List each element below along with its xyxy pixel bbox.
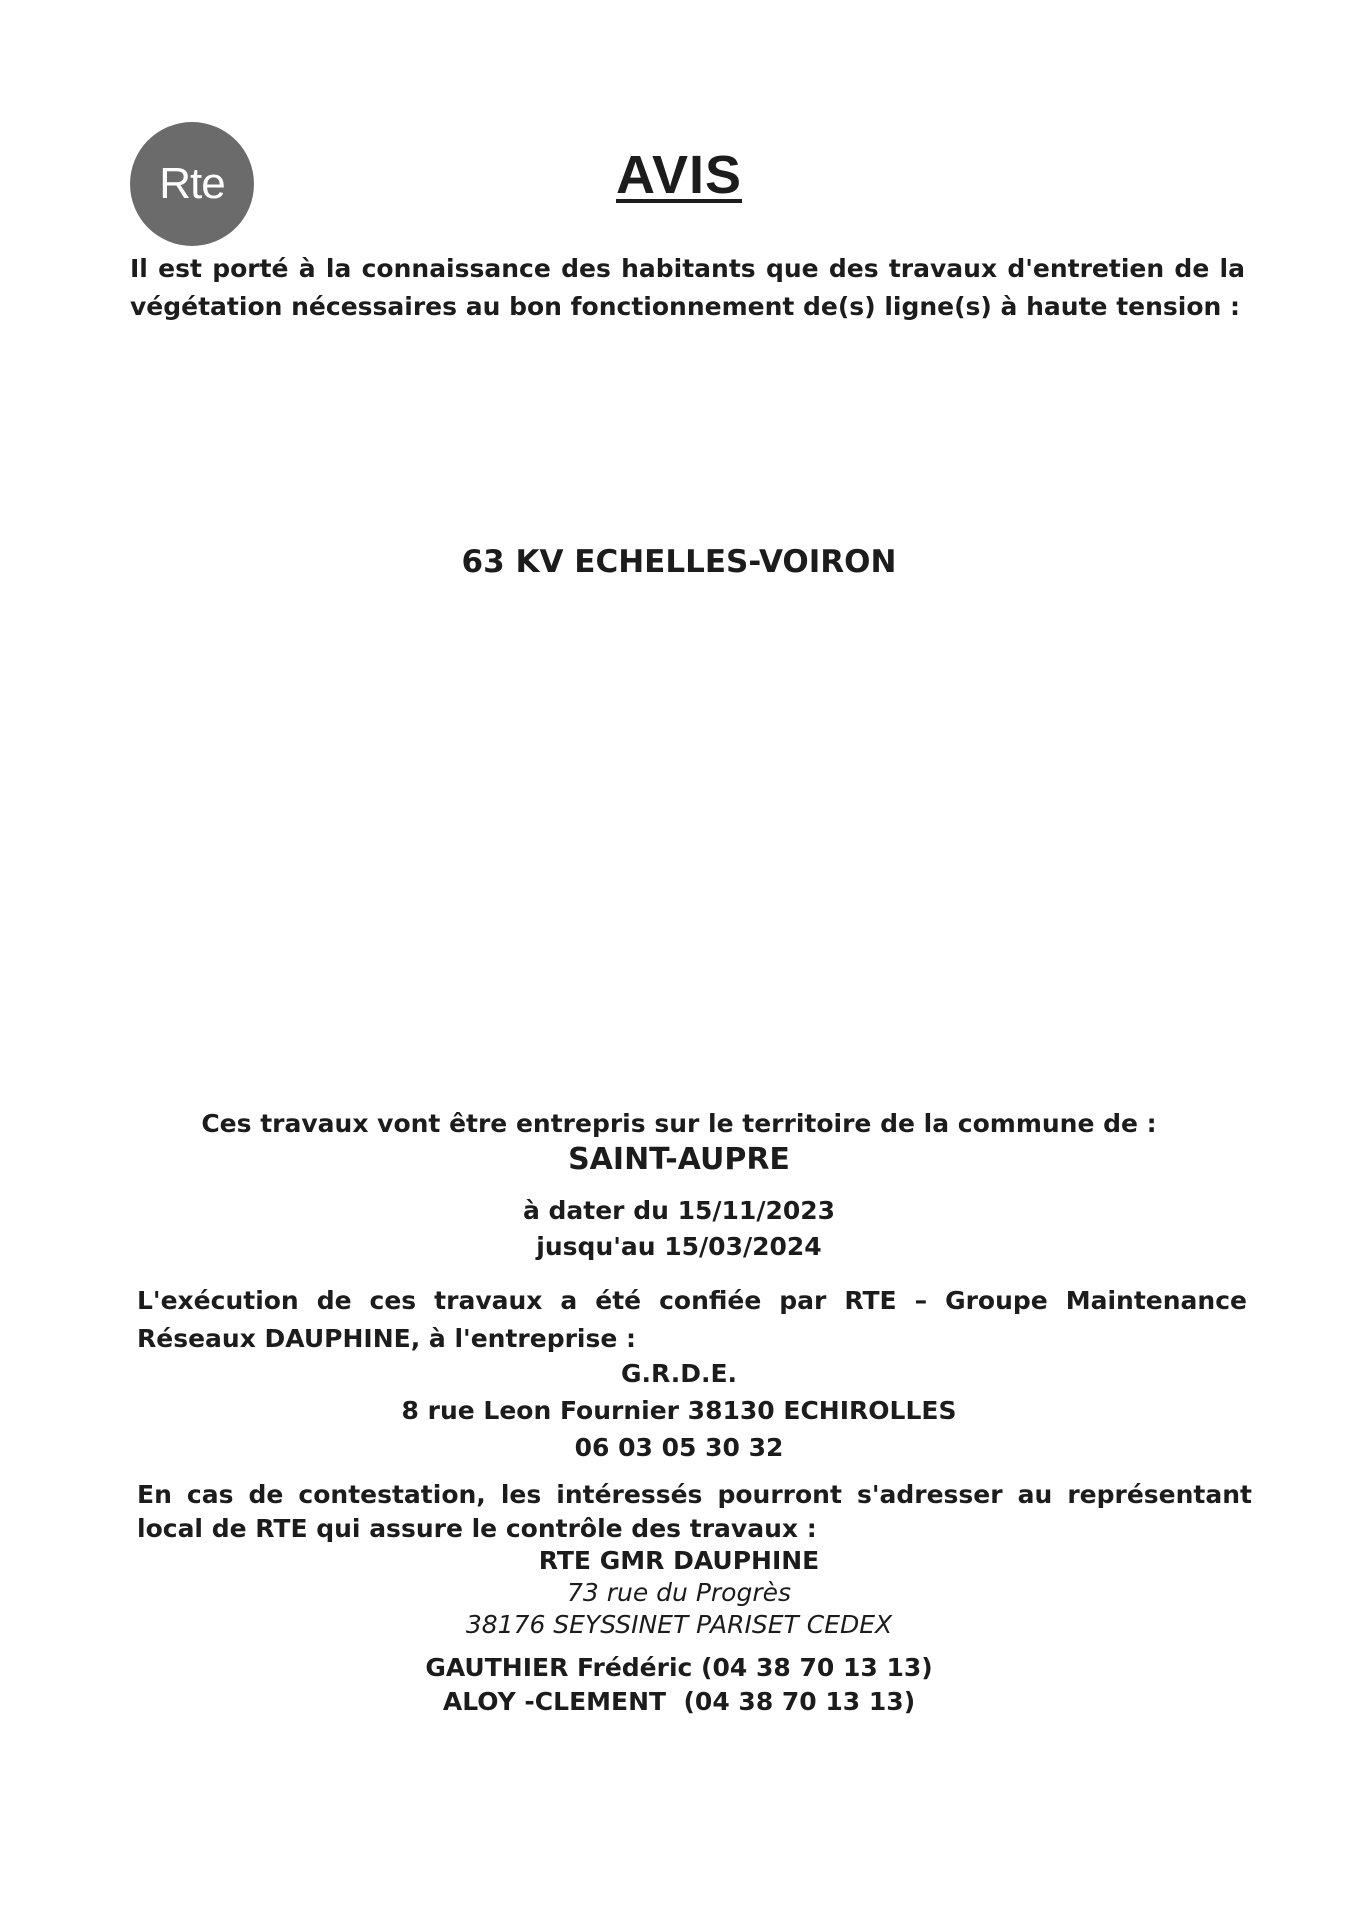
representative-street: 73 rue du Progrès [566, 1578, 792, 1607]
company-block [0, 1355, 1358, 1466]
power-line-name: 63 KV ECHELLES-VOIRON [461, 544, 897, 580]
intro-paragraph: Il est porté à la connaissance des habitants que des travaux d'entretien de la végétation nécessaires au bon fonctionnement de(s) ligne(s) à haute tension : [130, 254, 1245, 321]
contacts-block [0, 1651, 1358, 1719]
works-location-text: Ces travaux vont être entrepris sur le territoire de la commune de : [201, 1109, 1157, 1138]
contact-line: GAUTHIER Frédéric (04 38 70 13 13) [425, 1653, 933, 1682]
contestation-paragraph: En cas de contestation, les intéressés pourront s'adresser au représentant local de RTE qui assure le contrôle des travaux : [137, 1480, 1252, 1543]
execution-paragraph: L'exécution de ces travaux a été confiée par RTE – Groupe Maintenance Réseaux DAUPHINE, à l'entreprise : [137, 1286, 1247, 1353]
rte-logo-text: Rte [159, 159, 225, 208]
works-dates [0, 1193, 1358, 1265]
representative-name: RTE GMR DAUPHINE [538, 1546, 820, 1575]
company-address: 8 rue Leon Fournier 38130 ECHIROLLES [401, 1396, 957, 1425]
representative-block [0, 1545, 1358, 1641]
company-name: G.R.D.E. [620, 1359, 738, 1388]
page-title [0, 144, 1358, 206]
date-from: à dater du 15/11/2023 [522, 1196, 836, 1225]
contact-line: ALOY -CLEMENT (04 38 70 13 13) [442, 1687, 916, 1716]
commune-name: SAINT-AUPRE [568, 1142, 790, 1177]
representative-city: 38176 SEYSSINET PARISET CEDEX [465, 1610, 893, 1639]
page-title-text: AVIS [615, 145, 743, 205]
date-until: jusqu'au 15/03/2024 [536, 1232, 822, 1261]
company-phone: 06 03 05 30 32 [574, 1433, 784, 1462]
